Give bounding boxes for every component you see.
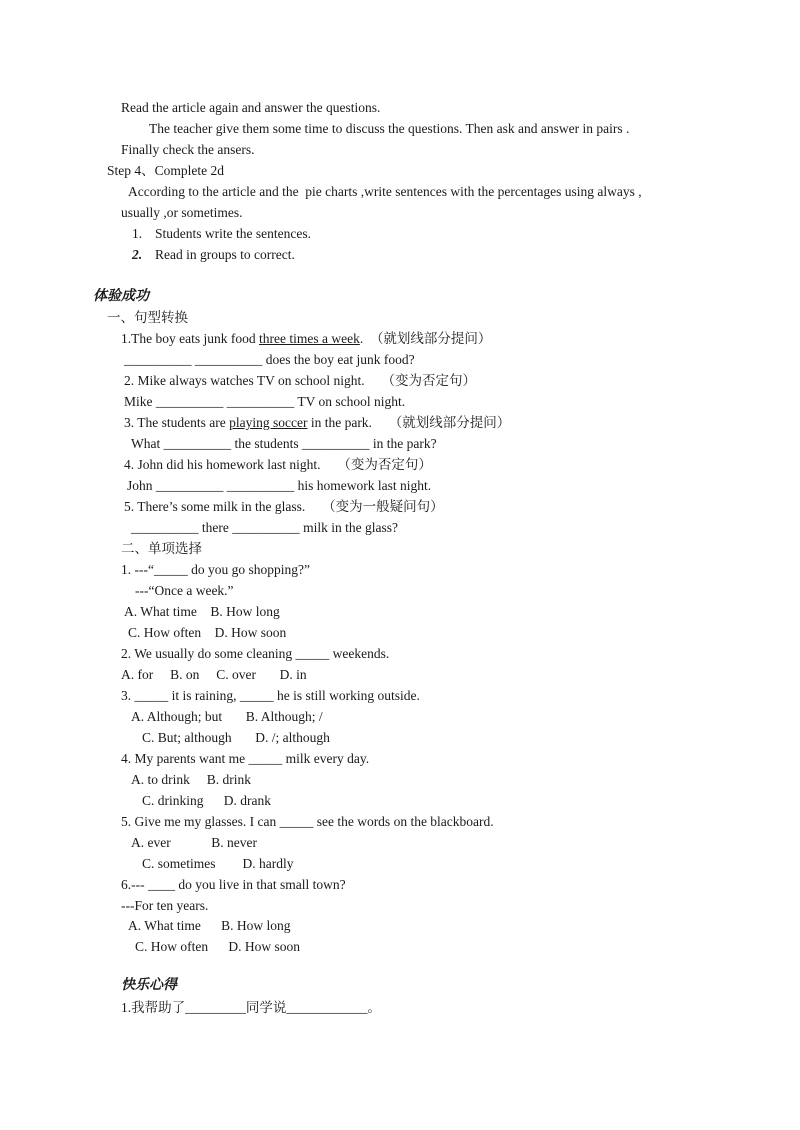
question-1-suffix: . （就划线部分提问） <box>359 331 492 346</box>
question-4-answer-line: John __________ __________ his homework last night. <box>127 478 432 493</box>
mc-question-4-options-b: C. drinking D. drank <box>142 793 271 808</box>
question-3-answer-line: What __________ the students __________ in the park? <box>131 436 437 451</box>
step-2-text: Read in groups to correct. <box>155 247 295 262</box>
question-1-underlined: three times a week <box>258 331 360 346</box>
question-5: 5. There’s some milk in the glass. （变为一般疑问句） <box>124 499 444 514</box>
procedure-line-5: According to the article and the pie charts ,write sentences with the percentages using always , <box>128 184 642 199</box>
step-1-number: 1. <box>132 226 143 241</box>
mc-question-3-options-b: C. But; although D. /; although <box>142 730 330 745</box>
mc-question-5: 5. Give me my glasses. I can _____ see the words on the blackboard. <box>121 814 494 829</box>
procedure-line-6: usually ,or sometimes. <box>121 205 243 220</box>
question-3-underlined: playing soccer <box>229 415 308 430</box>
question-1-answer-line: __________ __________ does the boy eat junk food? <box>124 352 415 367</box>
mc-question-6: 6.--- ____ do you live in that small town? <box>121 877 346 892</box>
mc-question-2-options: A. for B. on C. over D. in <box>121 667 307 682</box>
mc-question-6-options-b: C. How often D. How soon <box>135 939 300 954</box>
section-heading-success: 体验成功 <box>93 289 149 304</box>
procedure-line-3: Finally check the ansers. <box>121 142 255 157</box>
part-2-title: 二、单项选择 <box>121 541 202 556</box>
step-1-text: Students write the sentences. <box>155 226 311 241</box>
mc-question-1-reply: ---“Once a week.” <box>135 583 234 598</box>
reflection-line: 1.我帮助了_________同学说____________。 <box>121 1000 381 1015</box>
question-3 <box>124 415 510 431</box>
mc-question-2: 2. We usually do some cleaning _____ weekends. <box>121 646 390 661</box>
mc-question-4: 4. My parents want me _____ milk every day. <box>121 751 370 766</box>
mc-question-4-options-a: A. to drink B. drink <box>131 772 251 787</box>
mc-question-3-options-a: A. Although; but B. Although; / <box>131 709 323 724</box>
section-heading-happy-notes: 快乐心得 <box>121 978 177 993</box>
mc-question-1-options-a: A. What time B. How long <box>124 604 280 619</box>
question-2-answer-line: Mike __________ __________ TV on school night. <box>124 394 406 409</box>
procedure-line-2: The teacher give them some time to discuss the questions. Then ask and answer in pairs . <box>149 121 630 136</box>
mc-question-3: 3. _____ it is raining, _____ he is still working outside. <box>121 688 420 703</box>
question-3-suffix: in the park. （就划线部分提问） <box>307 415 511 430</box>
mc-question-5-options-a: A. ever B. never <box>131 835 257 850</box>
question-2: 2. Mike always watches TV on school night. （变为否定句） <box>124 373 476 388</box>
step-4-heading: Step 4、Complete 2d <box>107 163 224 178</box>
mc-question-5-options-b: C. sometimes D. hardly <box>142 856 294 871</box>
question-1-prefix: 1.The boy eats junk food <box>121 331 259 346</box>
procedure-line-1: Read the article again and answer the questions. <box>121 100 381 115</box>
question-4: 4. John did his homework last night. （变为否定句） <box>124 457 432 472</box>
step-2-number: 2. <box>132 247 143 262</box>
mc-question-1: 1. ---“_____ do you go shopping?” <box>121 562 310 577</box>
mc-question-6-options-a: A. What time B. How long <box>128 918 291 933</box>
question-5-answer-line: __________ there __________ milk in the glass? <box>131 520 398 535</box>
mc-question-6-reply: ---For ten years. <box>121 898 209 913</box>
part-1-title: 一、句型转换 <box>107 310 188 325</box>
question-1 <box>121 331 491 347</box>
question-3-prefix: 3. The students are <box>124 415 230 430</box>
mc-question-1-options-b: C. How often D. How soon <box>128 625 287 640</box>
